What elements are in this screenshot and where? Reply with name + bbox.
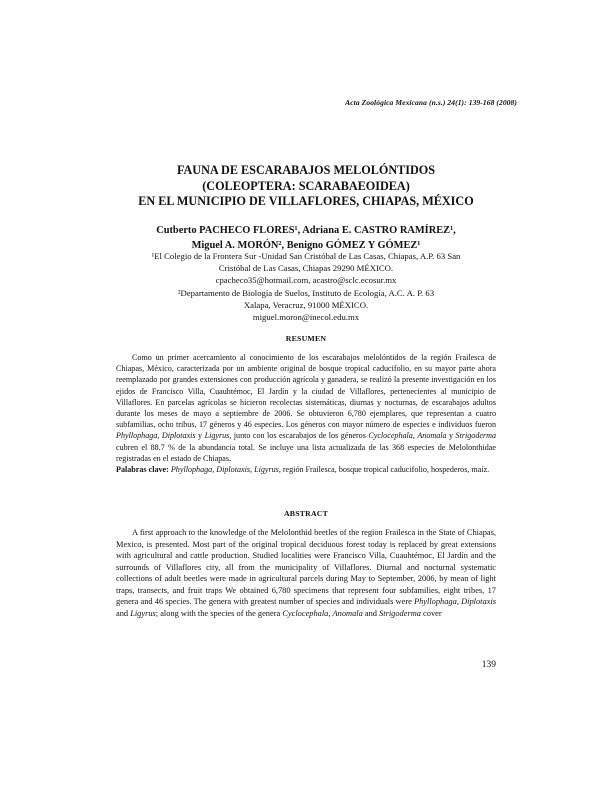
resumen-genus: Anomala: [417, 431, 447, 441]
abstract-section: [116, 527, 496, 619]
abstract-genus: Anomala: [332, 608, 363, 618]
title-line-1: FAUNA DE ESCARABAJOS MELOLÓNTIDOS: [176, 163, 436, 177]
resumen-paragraph: Como un primer acercamiento al conocimiento de los escarabajos melolóntidos de la región Frailesca de Chiapas, México, caracterizada por un ambiente original de bosque tropical caducifolio, en su mayor parte ahora reemplazado por grandes extensiones con producción agrícola y ganadera, se realizó la presente investigación en los ejidos de Francisco Villa, Cuauhtémoc, El Jardín y la ciudad de Villaflores, pertenecientes al municipio de Villaflores. En parcelas agrícolas se hicieron recolectas sistemáticas, diurnas y nocturnas, de escarabajos adultos durante los meses de mayo a septiembre de 2006. Se obtuvieron 6,780 ejemplares, que representan a cuatro subfamilias, ocho tribus, 17 géneros y 46 especies. Los géneros con mayor número de especies e individuos fueron Phyllophaga, Diplotaxis y Ligyrus, junto con los escarabajos de los géneros Cyclocephala, Anomala y Strigoderma cubren el 88.7 % de la abundancia total. Se incluye una lista actualizada de las 368 especies de Melolonthidae registradas en el estado de Chiapas.: [116, 353, 496, 463]
resumen-genus: Strigoderma: [455, 431, 496, 441]
keywords-rest: , región Frailesca, bosque tropical caducifolio, hospederos, maíz.: [278, 465, 490, 475]
abstract-genus: Ligyrus: [130, 608, 156, 618]
affiliation-2-email: miguel.moron@inecol.edu.mx: [252, 312, 360, 323]
resumen-conjunction: y: [195, 431, 205, 441]
abstract-genus: Strigoderma: [379, 608, 421, 618]
resumen-conjunction: y: [446, 431, 456, 441]
keyword-genus: Diplotaxis: [216, 465, 251, 475]
author-list: [100, 224, 512, 253]
affiliation-1-email: cpacheco35@hotmail.com, acastro@sclc.ecosur.mx: [215, 275, 397, 286]
page-number: 139: [481, 660, 496, 670]
keyword-genus: Phyllophaga: [170, 465, 213, 475]
journal-header: Acta Zoológica Mexicana (n.s.) 24(1): 139-168 (2008): [345, 98, 517, 107]
resumen-genus: Diplotaxis: [161, 431, 196, 441]
title-line-3: EN EL MUNICIPIO DE VILLAFLORES, CHIAPAS, MÉXICO: [138, 194, 474, 209]
abstract-text-a: A first approach to the knowledge of the Melolonthid beetles of the region Frailesca in the State of Chiapas, Mexico, is presented. Most part of the original tropical deciduous forest today is replaced by great extensions with agricultural and cattle production. Studied localities were Francisco Villa, Cuauhtémoc, El Jardín and the surrounds of Villaflores city, all from the municipality of Villaflores. Diurnal and nocturnal systematic collections of adult beetles were made in agricultural parcels during May to September, 2006, by mean of light traps, transects, and fruit traps We obtained 6,780 specimens that represent four subfamilies, eight tribes, 17 genera and 46 species. The genera with greatest number of species and individuals were: [116, 528, 496, 607]
abstract-text-c: cover: [420, 608, 442, 618]
abstract-genus: Diplotaxis: [461, 597, 496, 607]
abstract-genus: Phyllophaga: [414, 597, 457, 607]
abstract-text-b: ; along with the species of the genera: [155, 608, 283, 618]
affiliations: [104, 250, 508, 323]
resumen-genus: Phyllophaga: [116, 431, 158, 441]
resumen-genus: Cyclocephala: [368, 431, 413, 441]
abstract-genus: Cyclocephala: [282, 608, 329, 618]
resumen-text-a: Como un primer acercamiento al conocimiento de los escarabajos melolóntidos de la región Frailesca de Chiapas, México, caracterizada por un ambiente original de bosque tropical caducifolio, en su mayor parte ahora reemplazado por grandes extensiones con producción agrícola y ganadera, se realizó la presente investigación en los ejidos de Francisco Villa, Cuauhtémoc, El Jardín y la ciudad de Villaflores, pertenecientes al municipio de Villaflores. En parcelas agrícolas se hicieron recolectas sistemáticas, diurnas y nocturnas, de escarabajos adultos durante los meses de mayo a septiembre de 2006. Se obtuvieron 6,780 ejemplares, que representan a cuatro subfamilias, ocho tribus, 17 géneros y 46 especies. Los géneros con mayor número de especies e individuos fueron: [116, 353, 496, 430]
affiliation-1-line-2: Cristóbal de Las Casas, Chiapas 29290 MÉXICO.: [218, 263, 394, 274]
affiliation-2-line-2: Xalapa, Veracruz, 91000 MÉXICO.: [243, 299, 369, 310]
authors-line-1: Cutberto PACHECO FLORES¹, Adriana E. CASTRO RAMÍREZ¹,: [156, 225, 456, 236]
abstract-heading: ABSTRACT: [283, 509, 329, 518]
keywords-label: Palabras clave:: [116, 465, 169, 475]
affiliation-2-line-1: ²Departamento de Biología de Suelos, Instituto de Ecología, A.C. A. P. 63: [177, 287, 435, 298]
resumen-text-c: cubren el 88.7 % de la abundancia total. Se incluye una lista actualizada de las 368 especies de Melolonthidae registradas en el estado de Chiapas.: [116, 442, 496, 463]
resumen-section: [116, 352, 496, 475]
authors-line-2: Miguel A. MORÓN², Benigno GÓMEZ Y GÓMEZ¹: [191, 239, 421, 251]
abstract-paragraph: A first approach to the knowledge of the Melolonthid beetles of the region Frailesca in the State of Chiapas, Mexico, is presented. Most part of the original tropical deciduous forest today is replaced by great extensions with agricultural and cattle production. Studied localities were Francisco Villa, Cuauhtémoc, El Jardín and the surrounds of Villaflores city, all from the municipality of Villaflores. Diurnal and nocturnal systematic collections of adult beetles were made in agricultural parcels during May to September, 2006, by mean of light traps, transects, and fruit traps We obtained 6,780 specimens that represent four subfamilies, eight tribes, 17 genera and 46 species. The genera with greatest number of species and individuals were Phyllophaga, Diplotaxis and Ligyrus; along with the species of the genera Cyclocephala, Anomala and Strigoderma cover: [116, 528, 496, 618]
resumen-genus: Ligyrus: [204, 431, 230, 441]
resumen-text-b: , junto con los escarabajos de los géneros: [229, 431, 369, 441]
keywords-paragraph: Palabras clave: Phyllophaga, Diplotaxis, Ligyrus, región Frailesca, bosque tropical caducifolio, hospederos, maíz.: [116, 465, 490, 475]
abstract-conjunction: and: [116, 608, 131, 618]
abstract-conjunction: and: [362, 608, 380, 618]
title-line-2: (COLEOPTERA: SCARABAEOIDEA): [202, 178, 410, 193]
keyword-genus: Ligyrus: [254, 465, 279, 475]
resumen-heading: RESUMEN: [285, 334, 327, 343]
affiliation-1-line-1: ¹El Colegio de la Frontera Sur -Unidad San Cristóbal de Las Casas, Chiapas, A.P. 63 San: [151, 251, 461, 261]
paper-title: [100, 163, 512, 210]
